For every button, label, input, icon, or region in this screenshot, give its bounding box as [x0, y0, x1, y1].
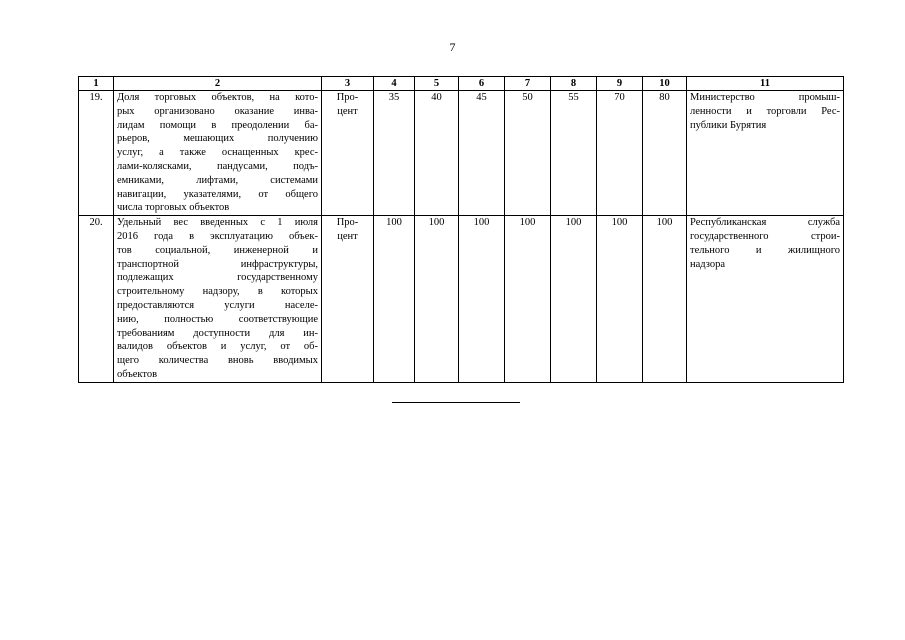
row-number: 20.: [79, 216, 114, 383]
description-line: рых организовано оказание инва-: [117, 105, 318, 117]
description-line: Удельный вес введенных с 1 июля: [117, 217, 318, 229]
description-line: подлежащих государственному: [117, 272, 318, 284]
table-row: [79, 91, 844, 216]
column-header-7: 7: [505, 77, 551, 91]
column-header-8: 8: [551, 77, 597, 91]
value-cell: 100: [374, 216, 415, 383]
responsible-line: надзора: [690, 258, 725, 270]
column-header-10: 10: [643, 77, 687, 91]
closing-rule: [392, 402, 520, 403]
responsible-body: [687, 91, 844, 216]
description-line: рьеров, мешающих получению: [117, 133, 318, 145]
indicator-description: [114, 216, 322, 383]
description-line: транспортной инфраструктуры,: [117, 258, 318, 270]
column-header-4: 4: [374, 77, 415, 91]
column-header-11: 11: [687, 77, 844, 91]
indicator-description: [114, 91, 322, 216]
value-cell: 100: [551, 216, 597, 383]
column-header-1: 1: [79, 77, 114, 91]
value-cell: 40: [415, 91, 459, 216]
table-header-row: [79, 77, 844, 91]
column-header-5: 5: [415, 77, 459, 91]
value-cell: 55: [551, 91, 597, 216]
description-line: нию, полностью соответствующие: [117, 313, 318, 325]
row-number: 19.: [79, 91, 114, 216]
value-cell: 100: [505, 216, 551, 383]
description-line: объектов: [117, 368, 158, 380]
column-header-9: 9: [597, 77, 643, 91]
value-cell: 45: [459, 91, 505, 216]
description-line: валидов объектов и услуг, от об-: [117, 341, 318, 353]
responsible-line: публики Бурятия: [690, 119, 767, 131]
description-line: Доля торговых объектов, на кото-: [117, 92, 318, 103]
description-line: щего количества вновь вводимых: [117, 355, 318, 367]
description-line: услуг, а также оснащенных крес-: [117, 147, 318, 159]
unit-line: цент: [337, 230, 358, 242]
value-cell: 70: [597, 91, 643, 216]
description-line: строительному надзору, в которых: [117, 286, 318, 298]
description-line: емниками, лифтами, системами: [117, 174, 318, 186]
value-cell: 100: [459, 216, 505, 383]
value-cell: 100: [643, 216, 687, 383]
unit-cell: [322, 91, 374, 216]
indicator-table: [78, 76, 844, 383]
description-line: тов социальной, инженерной и: [117, 244, 318, 256]
description-line: требованиям доступности для ин-: [117, 327, 318, 339]
description-line: предоставляются услуги населе-: [117, 299, 318, 311]
responsible-line: ленности и торговли Рес-: [690, 105, 840, 117]
unit-line: цент: [337, 105, 358, 117]
value-cell: 100: [415, 216, 459, 383]
column-header-3: 3: [322, 77, 374, 91]
responsible-line: Республиканская служба: [690, 217, 840, 229]
description-line: лами-колясками, пандусами, подъ-: [117, 160, 318, 172]
description-line: лидам помощи в преодолении ба-: [117, 119, 318, 131]
value-cell: 35: [374, 91, 415, 216]
unit-line: Про-: [336, 92, 359, 103]
responsible-line: государственного строи-: [690, 230, 840, 242]
page-number: 7: [449, 40, 456, 54]
column-header-2: 2: [114, 77, 322, 91]
unit-cell: [322, 216, 374, 383]
table-row: [79, 216, 844, 383]
column-header-6: 6: [459, 77, 505, 91]
unit-line: Про-: [336, 217, 359, 229]
responsible-line: Министерство промыш-: [690, 92, 840, 103]
value-cell: 80: [643, 91, 687, 216]
description-line: навигации, указателями, от общего: [117, 188, 318, 200]
value-cell: 100: [597, 216, 643, 383]
responsible-line: тельного и жилищного: [690, 244, 840, 256]
description-line: 2016 года в эксплуатацию объек-: [117, 230, 318, 242]
value-cell: 50: [505, 91, 551, 216]
responsible-body: [687, 216, 844, 383]
description-line: числа торговых объектов: [117, 202, 230, 214]
